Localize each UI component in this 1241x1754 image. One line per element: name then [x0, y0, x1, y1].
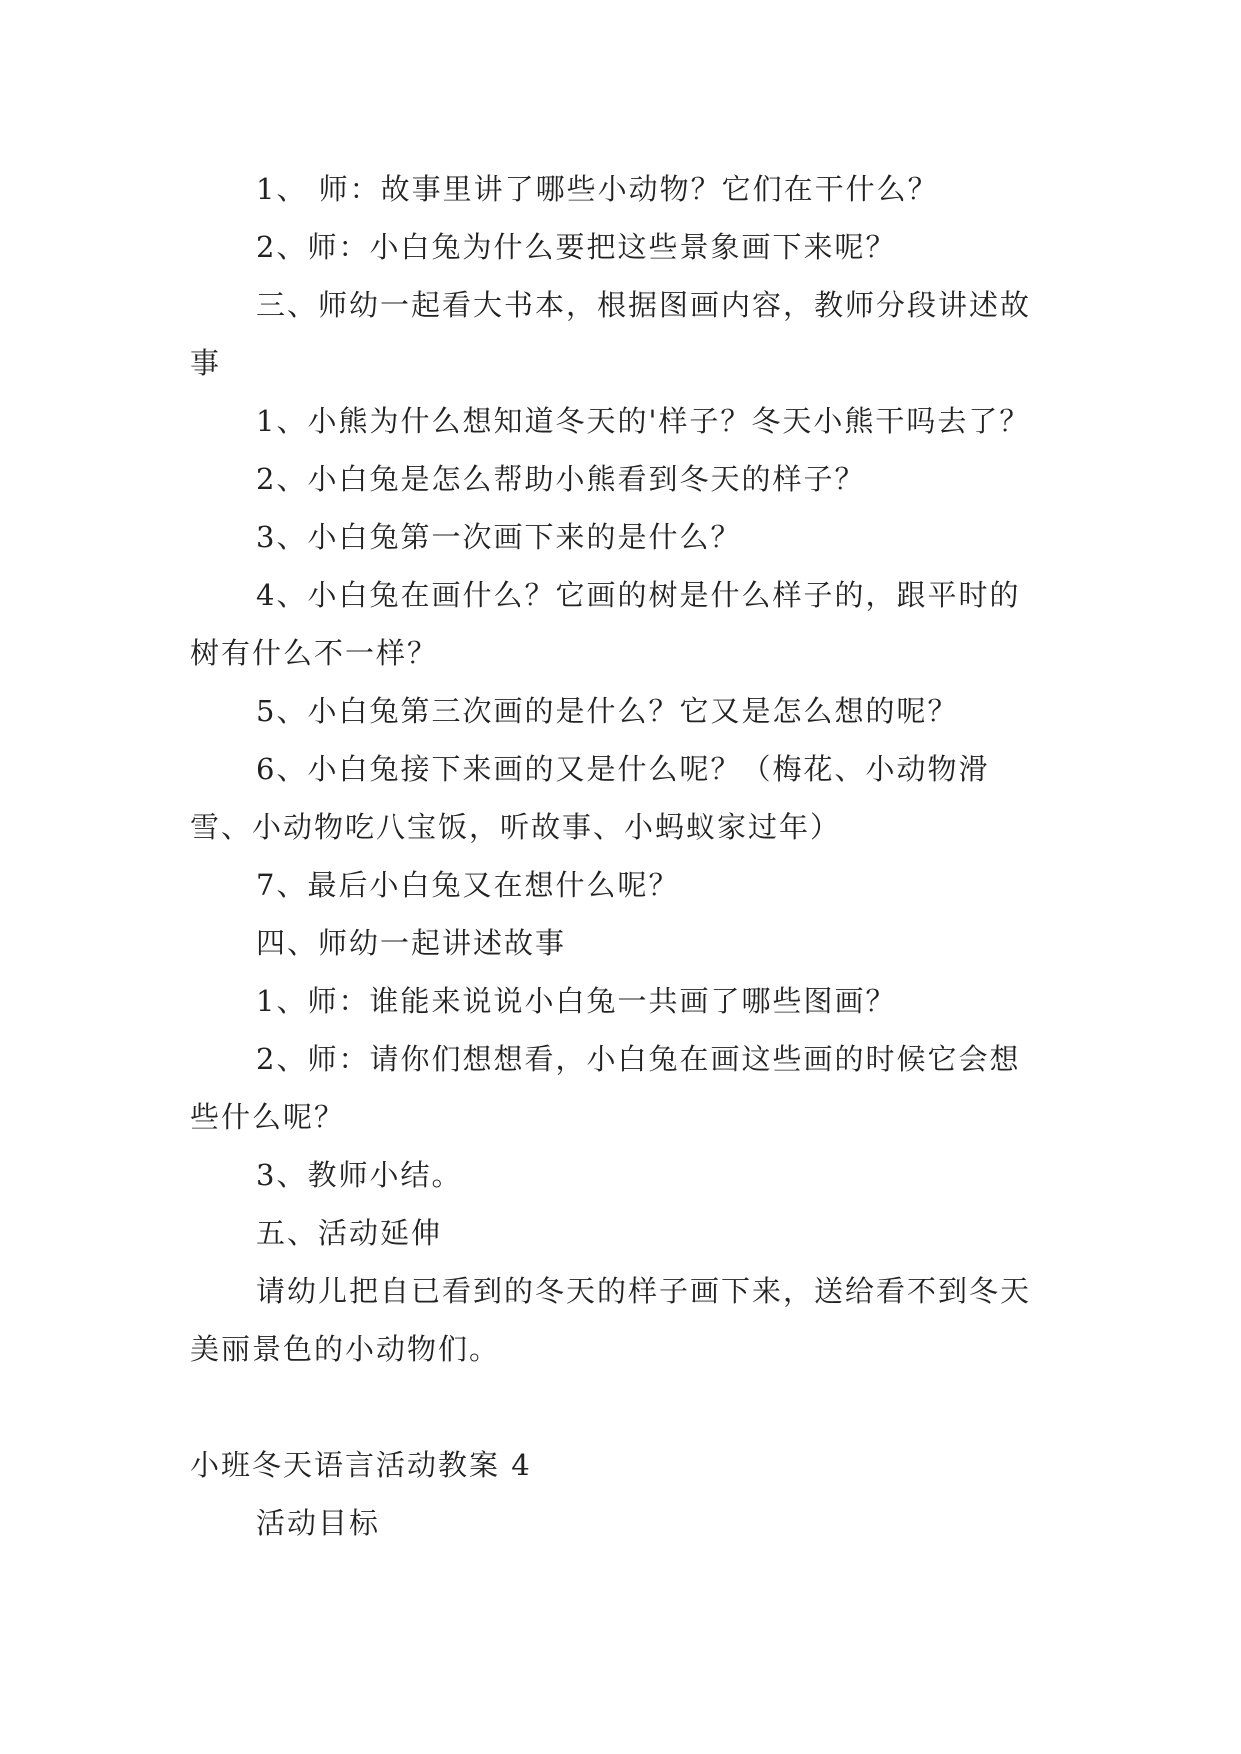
paragraph: 三、师幼一起看大书本，根据图画内容，教师分段讲述故事 [190, 288, 1032, 380]
paragraph: 2、师：请你们想想看，小白兔在画这些画的时候它会想些什么呢？ [190, 1042, 1021, 1134]
paragraph: 2、小白兔是怎么帮助小熊看到冬天的样子？ [256, 462, 866, 496]
paragraph: 3、小白兔第一次画下来的是什么？ [256, 520, 742, 554]
subheading: 活动目标 [256, 1506, 381, 1540]
paragraph: 四、师幼一起讲述故事 [256, 926, 567, 960]
paragraph: 五、活动延伸 [256, 1216, 443, 1250]
document-body [190, 160, 1050, 1552]
paragraph: 1、师：谁能来说说小白兔一共画了哪些图画？ [256, 984, 897, 1018]
paragraph: 4、小白兔在画什么？它画的树是什么样子的，跟平时的树有什么不一样？ [190, 578, 1021, 670]
section-title: 小班冬天语言活动教案 4 [190, 1448, 532, 1482]
paragraph: 7、最后小白兔又在想什么呢？ [256, 868, 680, 902]
paragraph: 5、小白兔第三次画的是什么？它又是怎么想的呢？ [256, 694, 959, 728]
paragraph: 2、师：小白兔为什么要把这些景象画下来呢？ [256, 230, 897, 264]
paragraph: 请幼儿把自已看到的冬天的样子画下来，送给看不到冬天美丽景色的小动物们。 [190, 1274, 1032, 1366]
paragraph: 3、教师小结。 [256, 1158, 463, 1192]
paragraph: 1、小熊为什么想知道冬天的'样子？冬天小熊干吗去了？ [256, 404, 1031, 438]
paragraph: 1、 师：故事里讲了哪些小动物？它们在干什么？ [256, 172, 939, 206]
paragraph: 6、小白兔接下来画的又是什么呢？（梅花、小动物滑雪、小动物吃八宝饭，听故事、小蚂蚁家过年） [190, 752, 990, 844]
